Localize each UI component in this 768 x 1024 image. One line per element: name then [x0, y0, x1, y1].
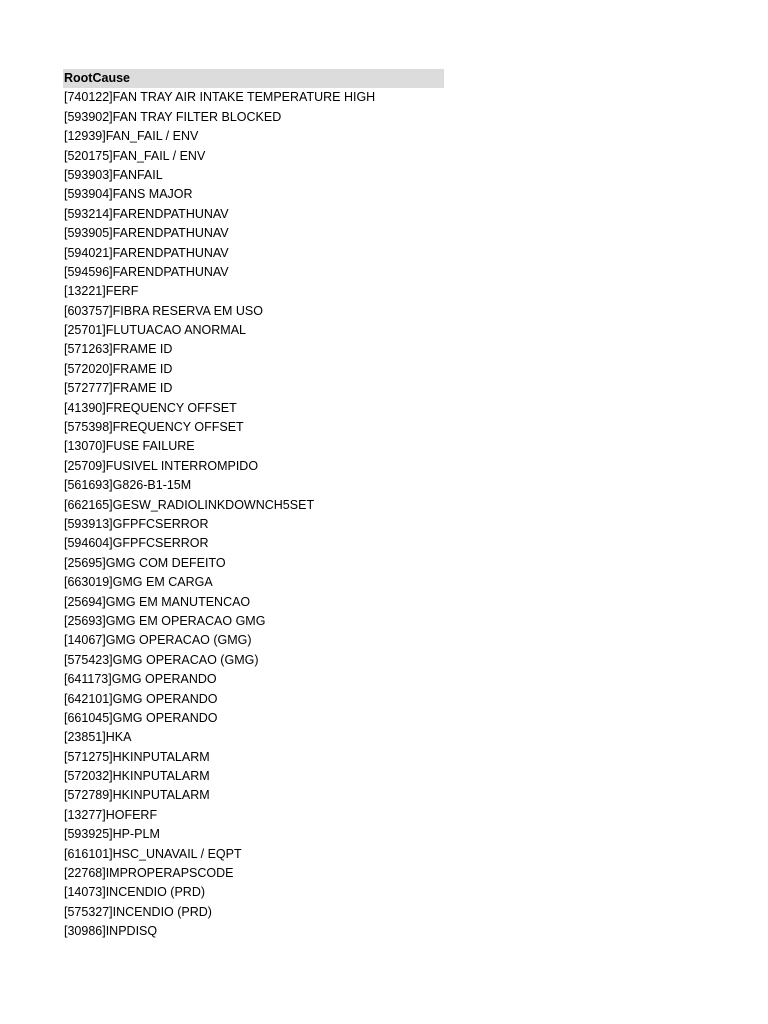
- table-row[interactable]: [41390]FREQUENCY OFFSET: [64, 400, 237, 415]
- table-row[interactable]: [561693]G826-B1-15M: [64, 478, 192, 493]
- table-row[interactable]: [572789]HKINPUTALARM: [64, 788, 210, 803]
- table-row[interactable]: [661045]GMG OPERANDO: [64, 710, 218, 725]
- table-row[interactable]: [593903]FANFAIL: [64, 167, 163, 182]
- cell-list: [63, 88, 444, 941]
- table-row[interactable]: [575423]GMG OPERACAO (GMG): [64, 652, 259, 667]
- table-row[interactable]: [14067]GMG OPERACAO (GMG): [64, 633, 252, 648]
- table-row[interactable]: [23851]HKA: [64, 730, 132, 745]
- table-row[interactable]: [25709]FUSIVEL INTERROMPIDO: [64, 458, 259, 473]
- table-row[interactable]: [571275]HKINPUTALARM: [64, 749, 210, 764]
- table-row[interactable]: [663019]GMG EM CARGA: [64, 575, 213, 590]
- table-row[interactable]: [12939]FAN_FAIL / ENV: [64, 129, 199, 144]
- table-row[interactable]: [593925]HP-PLM: [64, 827, 160, 842]
- table-row[interactable]: [25693]GMG EM OPERACAO GMG: [64, 613, 266, 628]
- column-header-rootcause[interactable]: RootCause: [63, 69, 444, 88]
- table-row[interactable]: [575327]INCENDIO (PRD): [64, 904, 212, 919]
- table-row[interactable]: [740122]FAN TRAY AIR INTAKE TEMPERATURE HIGH: [64, 90, 376, 105]
- table-row[interactable]: [594604]GFPFCSERROR: [64, 536, 209, 551]
- table-row[interactable]: [572777]FRAME ID: [64, 381, 173, 396]
- table-row[interactable]: [641173]GMG OPERANDO: [64, 672, 217, 687]
- table-row[interactable]: [25701]FLUTUACAO ANORMAL: [64, 323, 247, 338]
- table-row[interactable]: [22768]IMPROPERAPSCODE: [64, 866, 234, 881]
- table-row[interactable]: [25694]GMG EM MANUTENCAO: [64, 594, 251, 609]
- table-row[interactable]: [593905]FARENDPATHUNAV: [64, 226, 229, 241]
- table-row[interactable]: [593913]GFPFCSERROR: [64, 516, 209, 531]
- table-row[interactable]: [594021]FARENDPATHUNAV: [64, 245, 229, 260]
- table-row[interactable]: [616101]HSC_UNAVAIL / EQPT: [64, 846, 242, 861]
- table-row[interactable]: [603757]FIBRA RESERVA EM USO: [64, 303, 263, 318]
- table-row[interactable]: [25695]GMG COM DEFEITO: [64, 555, 226, 570]
- table-row[interactable]: [13277]HOFERF: [64, 807, 158, 822]
- table-row[interactable]: [593214]FARENDPATHUNAV: [64, 206, 229, 221]
- table-row[interactable]: [13070]FUSE FAILURE: [64, 439, 195, 454]
- table-row[interactable]: [594596]FARENDPATHUNAV: [64, 264, 229, 279]
- spreadsheet-column: [63, 69, 444, 942]
- table-row[interactable]: [13221]FERF: [64, 284, 139, 299]
- table-row[interactable]: [14073]INCENDIO (PRD): [64, 885, 206, 900]
- table-row[interactable]: [593904]FANS MAJOR: [64, 187, 193, 202]
- table-row[interactable]: [520175]FAN_FAIL / ENV: [64, 148, 206, 163]
- table-row[interactable]: [572020]FRAME ID: [64, 361, 173, 376]
- table-row[interactable]: [642101]GMG OPERANDO: [64, 691, 218, 706]
- table-row[interactable]: [571263]FRAME ID: [64, 342, 173, 357]
- table-row[interactable]: [575398]FREQUENCY OFFSET: [64, 420, 244, 435]
- table-row[interactable]: [662165]GESW_RADIOLINKDOWNCH5SET: [64, 497, 315, 512]
- table-row[interactable]: [593902]FAN TRAY FILTER BLOCKED: [64, 109, 282, 124]
- table-row[interactable]: [572032]HKINPUTALARM: [64, 769, 210, 784]
- table-row[interactable]: [30986]INPDISQ: [64, 924, 158, 939]
